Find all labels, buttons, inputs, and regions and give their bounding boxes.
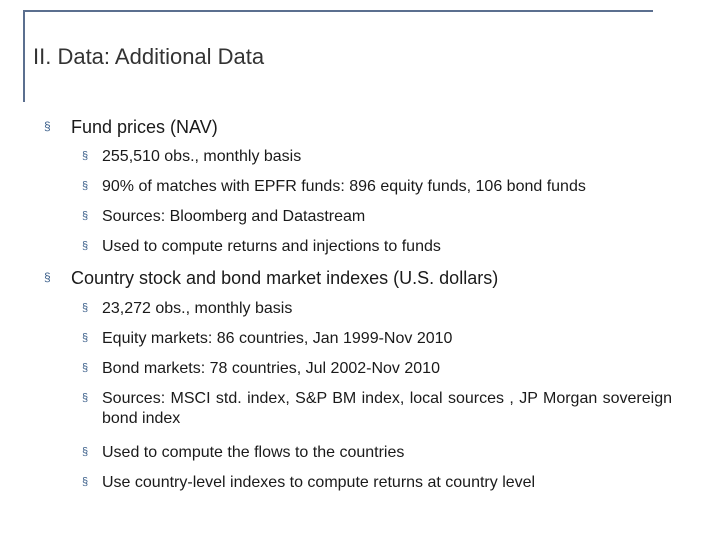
bullet-marker-icon: § — [82, 332, 89, 344]
bullet-marker-icon: § — [82, 150, 89, 162]
bullet-marker-icon: § — [82, 240, 89, 252]
list-item-text: 90% of matches with EPFR funds: 896 equity funds, 106 bond funds — [102, 178, 586, 195]
section-heading: Fund prices (NAV) — [71, 117, 218, 137]
list-item-text: Bond markets: 78 countries, Jul 2002-Nov 2010 — [102, 360, 440, 377]
list-item-text: Use country-level indexes to compute returns at country level — [102, 474, 536, 491]
list-item-text: Sources: MSCI std. index, S&P BM index, local sources , JP Morgan sovereign bond index — [102, 390, 672, 427]
bullet-marker-icon: § — [82, 302, 89, 314]
bullet-marker-icon: § — [82, 180, 89, 192]
list-item-text: Sources: Bloomberg and Datastream — [102, 208, 366, 225]
bullet-marker-icon: § — [82, 210, 89, 222]
section-heading: Country stock and bond market indexes (U.S. dollars) — [71, 268, 499, 288]
bullet-marker-icon: § — [44, 119, 51, 133]
slide-title: II. Data: Additional Data — [33, 44, 265, 69]
bullet-marker-icon: § — [82, 392, 89, 404]
list-item-text: Used to compute returns and injections to funds — [102, 238, 441, 255]
bullet-marker-icon: § — [44, 270, 51, 284]
list-item-text: 255,510 obs., monthly basis — [102, 148, 302, 165]
bullet-marker-icon: § — [82, 446, 89, 458]
list-item-text: 23,272 obs., monthly basis — [102, 300, 293, 317]
bullet-marker-icon: § — [82, 476, 89, 488]
bullet-marker-icon: § — [82, 362, 89, 374]
list-item-text: Equity markets: 86 countries, Jan 1999-Nov 2010 — [102, 330, 453, 347]
list-item-text: Used to compute the flows to the countries — [102, 444, 405, 461]
